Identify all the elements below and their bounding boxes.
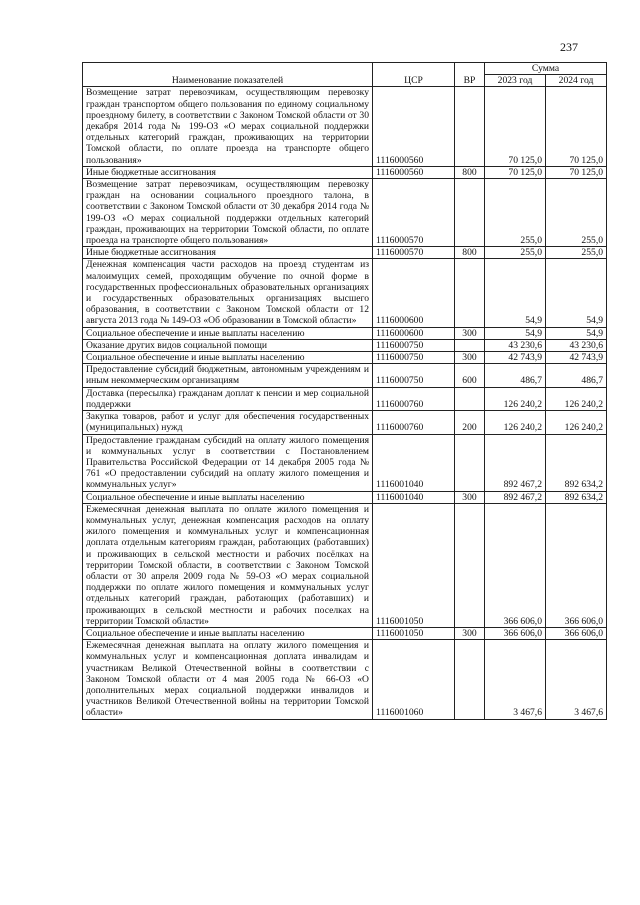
row-2023-cell: 486,7 <box>485 364 546 387</box>
table-body <box>83 87 607 719</box>
table-row <box>83 503 607 627</box>
row-2024-cell: 255,0 <box>546 247 607 259</box>
row-vr-cell <box>455 503 485 627</box>
row-csr-cell: 1116000570 <box>373 247 455 259</box>
row-name-cell: Социальное обеспечение и иные выплаты населению <box>83 327 373 339</box>
row-csr-cell: 1116000750 <box>373 339 455 351</box>
row-name-cell: Закупка товаров, работ и услуг для обеспечения государственных (муниципальных) нужд <box>83 411 373 434</box>
row-2023-cell: 54,9 <box>485 259 546 327</box>
row-2024-cell: 70 125,0 <box>546 166 607 178</box>
row-name-cell: Социальное обеспечение и иные выплаты населению <box>83 491 373 503</box>
row-2024-cell: 366 606,0 <box>546 627 607 639</box>
row-2023-cell: 892 467,2 <box>485 491 546 503</box>
row-csr-cell: 1116000560 <box>373 166 455 178</box>
row-2024-cell: 126 240,2 <box>546 411 607 434</box>
row-2024-cell: 70 125,0 <box>546 87 607 166</box>
row-2024-cell: 42 743,9 <box>546 352 607 364</box>
row-vr-cell: 800 <box>455 166 485 178</box>
row-vr-cell <box>455 179 485 247</box>
row-name-cell: Доставка (пересылка) гражданам доплат к пенсии и мер социальной поддержки <box>83 387 373 410</box>
row-2024-cell: 54,9 <box>546 259 607 327</box>
row-2024-cell: 892 634,2 <box>546 491 607 503</box>
column-header-sum: Сумма <box>485 63 607 75</box>
row-2024-cell: 126 240,2 <box>546 387 607 410</box>
row-2023-cell: 126 240,2 <box>485 387 546 410</box>
row-2024-cell: 43 230,6 <box>546 339 607 351</box>
row-2023-cell: 126 240,2 <box>485 411 546 434</box>
row-2023-cell: 54,9 <box>485 327 546 339</box>
row-vr-cell: 300 <box>455 491 485 503</box>
budget-table <box>82 62 607 720</box>
row-csr-cell: 1116000570 <box>373 179 455 247</box>
row-2024-cell: 892 634,2 <box>546 434 607 491</box>
row-vr-cell <box>455 387 485 410</box>
page-number: 237 <box>560 40 578 54</box>
row-2023-cell: 43 230,6 <box>485 339 546 351</box>
table-row <box>83 627 607 639</box>
row-csr-cell: 1116000600 <box>373 327 455 339</box>
row-2023-cell: 70 125,0 <box>485 166 546 178</box>
row-csr-cell: 1116001050 <box>373 627 455 639</box>
row-2024-cell: 54,9 <box>546 327 607 339</box>
row-csr-cell: 1116001040 <box>373 491 455 503</box>
row-csr-cell: 1116000750 <box>373 352 455 364</box>
row-csr-cell: 1116001040 <box>373 434 455 491</box>
row-2024-cell: 486,7 <box>546 364 607 387</box>
row-vr-cell <box>455 339 485 351</box>
row-csr-cell: 1116000760 <box>373 411 455 434</box>
row-vr-cell: 300 <box>455 327 485 339</box>
table-row <box>83 339 607 351</box>
table-row <box>83 327 607 339</box>
row-csr-cell: 1116000600 <box>373 259 455 327</box>
row-2023-cell: 892 467,2 <box>485 434 546 491</box>
row-2024-cell: 255,0 <box>546 179 607 247</box>
table-row <box>83 491 607 503</box>
row-2023-cell: 42 743,9 <box>485 352 546 364</box>
table-row <box>83 259 607 327</box>
row-2023-cell: 255,0 <box>485 179 546 247</box>
row-vr-cell: 800 <box>455 247 485 259</box>
table-row <box>83 166 607 178</box>
column-header-year-2023: 2023 год <box>485 75 546 87</box>
table-row <box>83 434 607 491</box>
table-row <box>83 411 607 434</box>
column-header-vr: ВР <box>455 63 485 87</box>
row-csr-cell: 1116000750 <box>373 364 455 387</box>
row-vr-cell <box>455 259 485 327</box>
column-header-name: Наименование показателей <box>83 63 373 87</box>
row-name-cell: Ежемесячная денежная выплата по оплате жилого помещения и коммунальных услуг, денежная компенсация расходов на оплату жилого помещения и коммунальных услуг и компенсационная доплата отдельным категориям граждан, работающих (работавших) и проживающих в сельской местности и рабочих посёлках на территории Томской области, в соответствии с Законом Томской области от 30 апреля 2009 года № 59-ОЗ «О мерах социальной поддержки по оплате жилого помещения и коммунальных услуг отдельных категорий граждан, работающих (работавших) и проживающих в сельской местности и рабочих поселках на территории Томской области» <box>83 503 373 627</box>
row-vr-cell <box>455 640 485 719</box>
row-csr-cell: 1116001060 <box>373 640 455 719</box>
row-name-cell: Иные бюджетные ассигнования <box>83 166 373 178</box>
table-row <box>83 364 607 387</box>
row-csr-cell: 1116000560 <box>373 87 455 166</box>
row-vr-cell: 300 <box>455 352 485 364</box>
row-2023-cell: 255,0 <box>485 247 546 259</box>
row-vr-cell: 200 <box>455 411 485 434</box>
row-2023-cell: 70 125,0 <box>485 87 546 166</box>
row-2023-cell: 3 467,6 <box>485 640 546 719</box>
row-name-cell: Оказание других видов социальной помощи <box>83 339 373 351</box>
table-row <box>83 247 607 259</box>
row-csr-cell: 1116000760 <box>373 387 455 410</box>
row-name-cell: Возмещение затрат перевозчикам, осуществляющим перевозку граждан на основании социального проездного талона, в соответствии с Законом Томской области от 30 декабря 2014 года № 199-ОЗ «О мерах социальной поддержки отдельных категорий граждан, проживающих на территории Томской области, по оплате проезда на транспорте общего пользования» <box>83 179 373 247</box>
column-header-year-2024: 2024 год <box>546 75 607 87</box>
row-csr-cell: 1116001050 <box>373 503 455 627</box>
row-name-cell: Предоставление гражданам субсидий на оплату жилого помещения и коммунальных услуг в соответствии с Постановлением Правительства Российской Федерации от 14 декабря 2005 года № 761 «О предоставлении субсидий на оплату жилого помещения и коммунальных услуг» <box>83 434 373 491</box>
row-name-cell: Ежемесячная денежная выплата на оплату жилого помещения и коммунальных услуг и компенсационная доплата инвалидам и участникам Великой Отечественной войны в соответствии с Законом Томской области от 4 мая 2005 года № 66-ОЗ «О дополнительных мерах социальной поддержки инвалидов и участников Великой Отечественной войны на территории Томской области» <box>83 640 373 719</box>
row-name-cell: Денежная компенсация части расходов на проезд студентам из малоимущих семей, проходящим обучение по очной форме в государственных профессиональных образовательных организациях и государственных образовательных организациях высшего образования, в соответствии с Законом Томской области от 12 августа 2013 года № 149-ОЗ «Об образовании в Томской области» <box>83 259 373 327</box>
row-2024-cell: 366 606,0 <box>546 503 607 627</box>
row-name-cell: Иные бюджетные ассигнования <box>83 247 373 259</box>
table-row <box>83 640 607 719</box>
row-name-cell: Предоставление субсидий бюджетным, автономным учреждениям и иным некоммерческим организациям <box>83 364 373 387</box>
table-row <box>83 87 607 166</box>
row-2023-cell: 366 606,0 <box>485 503 546 627</box>
row-name-cell: Социальное обеспечение и иные выплаты населению <box>83 627 373 639</box>
row-name-cell: Возмещение затрат перевозчикам, осуществляющим перевозку граждан транспортом общего пользования по единому социальному проездному билету, в соответствии с Законом Томской области от 30 декабря 2014 года № 199-ОЗ «О мерах социальной поддержки отдельных категорий граждан, проживающих на территории Томской области, по оплате проезда на транспорте общего пользования» <box>83 87 373 166</box>
row-vr-cell <box>455 434 485 491</box>
table-row <box>83 352 607 364</box>
row-vr-cell: 600 <box>455 364 485 387</box>
row-vr-cell <box>455 87 485 166</box>
column-header-csr: ЦСР <box>373 63 455 87</box>
table-row <box>83 387 607 410</box>
row-2024-cell: 3 467,6 <box>546 640 607 719</box>
row-2023-cell: 366 606,0 <box>485 627 546 639</box>
row-vr-cell: 300 <box>455 627 485 639</box>
table-row <box>83 179 607 247</box>
row-name-cell: Социальное обеспечение и иные выплаты населению <box>83 352 373 364</box>
